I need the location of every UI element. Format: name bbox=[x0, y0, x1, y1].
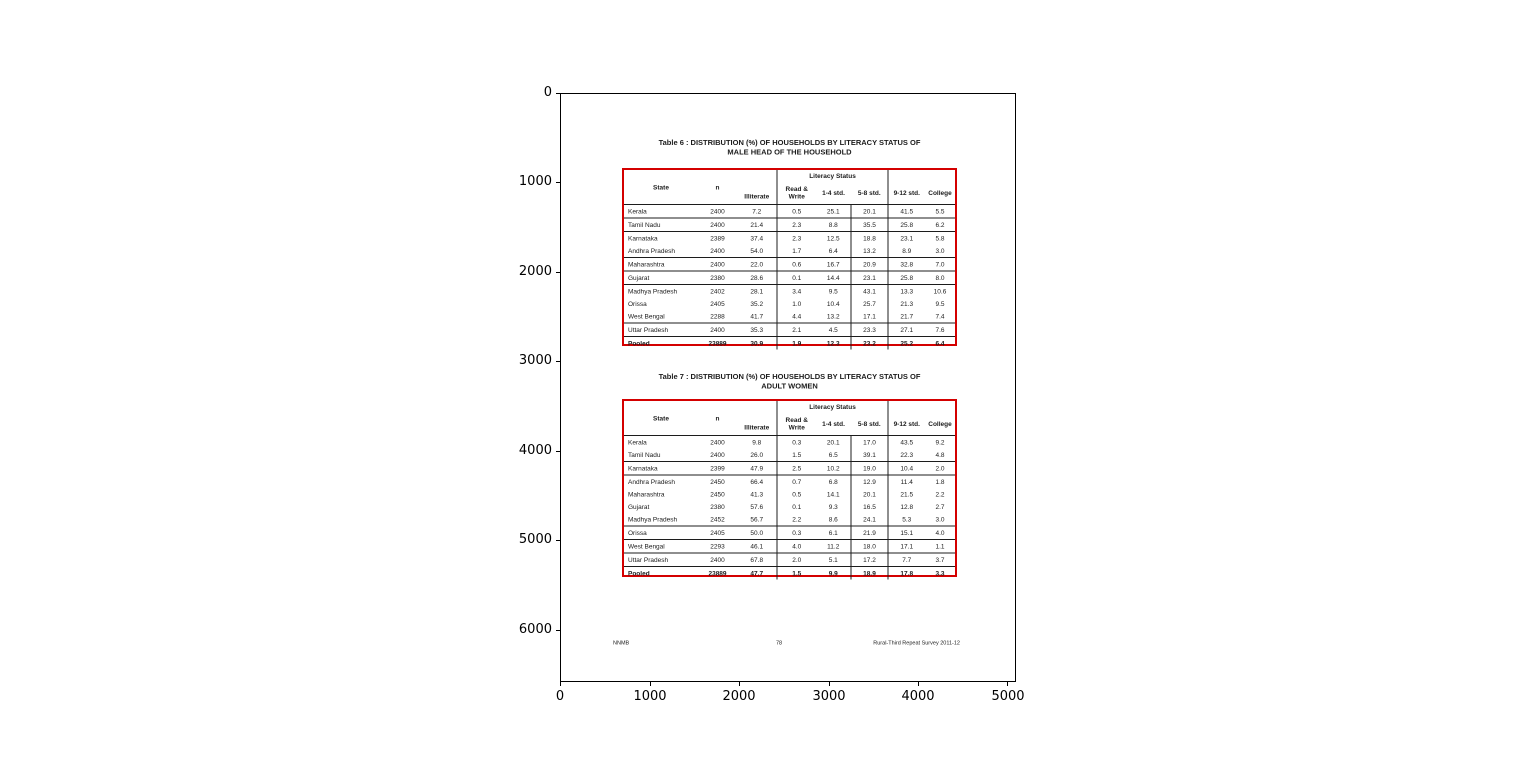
table-cell: 5.8 bbox=[935, 234, 945, 242]
column-header: College bbox=[925, 181, 955, 205]
table-row bbox=[624, 401, 955, 412]
table7-box bbox=[622, 399, 957, 577]
table-row bbox=[624, 258, 955, 272]
x-tick-label: 4000 bbox=[901, 689, 935, 704]
table-cell: 5.5 bbox=[925, 205, 955, 219]
table-cell: Kerala bbox=[624, 205, 698, 219]
table-cell: 5.1 bbox=[816, 553, 851, 567]
table-cell: 2405 bbox=[710, 300, 725, 308]
column-header: 9-12 std. bbox=[888, 181, 925, 205]
table-cell: 22.3 bbox=[888, 449, 925, 462]
table-cell: 1.1 bbox=[925, 540, 955, 554]
table-cell: 22.0 bbox=[737, 258, 777, 272]
table-cell: 1.5 bbox=[777, 567, 816, 580]
table-cell: 47.9 bbox=[737, 462, 777, 476]
table-row bbox=[624, 337, 955, 350]
table-row bbox=[624, 553, 955, 567]
y-tick-label: 6000 bbox=[518, 622, 552, 637]
table-cell: 41.7 bbox=[737, 310, 777, 323]
table-row bbox=[624, 526, 955, 540]
table-cell: 20.9 bbox=[851, 258, 888, 272]
column-header: n bbox=[698, 170, 737, 205]
table-cell: 1.9 bbox=[777, 337, 816, 350]
table-cell: 2.5 bbox=[777, 462, 816, 476]
table-cell: 2.3 bbox=[777, 232, 816, 245]
table-cell: 12.3 bbox=[826, 339, 840, 347]
table-cell: 1.7 bbox=[777, 245, 816, 258]
table-cell: Tamil Nadu bbox=[624, 218, 698, 232]
table-cell: 14.1 bbox=[826, 490, 840, 498]
table-row bbox=[624, 436, 955, 449]
x-tick-mark bbox=[739, 682, 740, 686]
table-cell: 23889 bbox=[708, 569, 727, 577]
table-cell: 2.3 bbox=[777, 218, 816, 232]
table-cell: 28.1 bbox=[750, 287, 764, 295]
table-cell: 25.2 bbox=[888, 337, 925, 350]
x-tick-mark bbox=[1007, 682, 1008, 686]
table-cell: 35.3 bbox=[737, 323, 777, 337]
table-cell: 0.3 bbox=[777, 436, 816, 449]
table-cell: 2400 bbox=[698, 323, 737, 337]
table-row bbox=[624, 218, 955, 232]
table-row bbox=[624, 475, 955, 488]
column-header: Read & Write bbox=[777, 181, 816, 205]
table-cell: 21.3 bbox=[888, 298, 925, 311]
table-cell: 3.7 bbox=[925, 553, 955, 567]
table-cell: 2450 bbox=[710, 490, 725, 498]
table-row bbox=[624, 245, 955, 258]
table-cell: 25.7 bbox=[851, 298, 888, 311]
table-cell: 9.9 bbox=[828, 569, 838, 577]
table-cell: 25.8 bbox=[888, 218, 925, 232]
table-row bbox=[624, 501, 955, 514]
table-row bbox=[624, 488, 955, 501]
table-row bbox=[624, 298, 955, 311]
table-cell: 2.0 bbox=[925, 462, 955, 476]
table-cell: 35.2 bbox=[750, 300, 764, 308]
column-header: 5-8 std. bbox=[851, 412, 888, 436]
table-cell: 8.8 bbox=[816, 218, 851, 232]
table-cell: 20.1 bbox=[851, 488, 888, 501]
table-cell: 21.4 bbox=[737, 218, 777, 232]
table-cell: 6.4 bbox=[935, 339, 945, 347]
table-cell: 57.6 bbox=[750, 503, 764, 511]
table-cell: 25.1 bbox=[816, 205, 851, 219]
table-cell: Karnataka bbox=[628, 234, 658, 242]
table-cell: 41.3 bbox=[750, 490, 764, 498]
table-cell: 23.2 bbox=[851, 337, 888, 350]
table-cell: West Bengal bbox=[624, 310, 698, 323]
table-cell: 0.6 bbox=[777, 258, 816, 272]
table-cell: West Bengal bbox=[624, 540, 698, 554]
table-cell: 0.5 bbox=[777, 205, 816, 219]
table-cell: 7.6 bbox=[925, 323, 955, 337]
table-cell: 17.1 bbox=[851, 310, 888, 323]
table-cell: 6.1 bbox=[816, 526, 851, 540]
y-tick-label: 5000 bbox=[518, 532, 552, 547]
table-cell: 13.2 bbox=[851, 245, 888, 258]
y-tick-label: 2000 bbox=[518, 264, 552, 279]
table-cell: Tamil Nadu bbox=[624, 449, 698, 462]
table-cell: Andhra Pradesh bbox=[628, 478, 675, 486]
table-cell: 8.9 bbox=[888, 245, 925, 258]
table-cell: Kerala bbox=[628, 438, 647, 446]
table-cell: 15.1 bbox=[888, 526, 925, 540]
table-cell: 9.2 bbox=[935, 438, 945, 446]
table7 bbox=[624, 401, 955, 580]
table-cell: 2400 bbox=[698, 449, 737, 462]
table-cell: 20.1 bbox=[851, 205, 888, 219]
table-cell: 4.5 bbox=[816, 323, 851, 337]
column-header: Read & Write bbox=[777, 412, 816, 436]
table-cell: 2.2 bbox=[935, 490, 945, 498]
table-cell: Orissa bbox=[628, 300, 647, 308]
x-tick-mark bbox=[829, 682, 830, 686]
table-cell: 13.3 bbox=[888, 285, 925, 298]
table-cell: 3.0 bbox=[925, 513, 955, 526]
table-cell: 4.0 bbox=[925, 526, 955, 540]
table-cell: Uttar Pradesh bbox=[624, 553, 698, 567]
table-cell: 10.4 bbox=[826, 300, 840, 308]
title-line: Table 6 : DISTRIBUTION (%) OF HOUSEHOLDS BY LITERACY STATUS OF bbox=[658, 138, 921, 147]
table-cell: 30.9 bbox=[750, 339, 764, 347]
column-header: State bbox=[624, 170, 698, 205]
table-cell: 10.6 bbox=[933, 287, 947, 295]
table-cell: 0.1 bbox=[777, 271, 816, 285]
table-cell: 32.8 bbox=[888, 258, 925, 272]
table-cell: 66.4 bbox=[750, 478, 764, 486]
column-header: 1-4 std. bbox=[816, 412, 851, 436]
table-cell: 4.4 bbox=[777, 310, 816, 323]
column-header: College bbox=[925, 412, 955, 436]
footer-survey-name: Rural-Third Repeat Survey 2011-12 bbox=[873, 640, 960, 646]
table6-box bbox=[622, 168, 957, 346]
table-cell: 3.4 bbox=[777, 285, 816, 298]
table-cell: 13.2 bbox=[816, 310, 851, 323]
table-cell: 5.3 bbox=[888, 513, 925, 526]
table7-title bbox=[622, 372, 957, 391]
column-header: Illiterate bbox=[737, 170, 777, 205]
table-cell: 41.5 bbox=[888, 205, 925, 219]
table-cell: Karnataka bbox=[624, 462, 698, 476]
table-cell: 23889 bbox=[708, 339, 727, 347]
table-row bbox=[624, 285, 955, 298]
table-cell: 7.0 bbox=[925, 258, 955, 272]
table-cell: 23.1 bbox=[888, 232, 925, 245]
table-cell: 4.8 bbox=[925, 449, 955, 462]
table-cell: 10.2 bbox=[816, 462, 851, 476]
column-header: 1-4 std. bbox=[816, 181, 851, 205]
table-cell: 23.1 bbox=[851, 271, 888, 285]
table-cell: Pooled bbox=[628, 339, 650, 347]
table-cell: 1.0 bbox=[777, 298, 816, 311]
table-cell: 9.3 bbox=[828, 503, 838, 511]
table-cell: Uttar Pradesh bbox=[624, 323, 698, 337]
title-line: Table 7 : DISTRIBUTION (%) OF HOUSEHOLDS BY LITERACY STATUS OF bbox=[658, 372, 921, 381]
table-row bbox=[624, 540, 955, 554]
table-cell: 37.4 bbox=[750, 234, 764, 242]
x-tick-label: 3000 bbox=[812, 689, 846, 704]
table-cell: 2452 bbox=[698, 513, 737, 526]
table-cell: 17.8 bbox=[888, 567, 925, 580]
x-tick-mark bbox=[650, 682, 651, 686]
table-row bbox=[624, 462, 955, 476]
table-cell: Orissa bbox=[624, 526, 698, 540]
plot-area bbox=[560, 93, 1016, 682]
table-cell: 2.1 bbox=[777, 323, 816, 337]
table-cell: 2400 bbox=[698, 205, 737, 219]
table-cell: 9.8 bbox=[752, 438, 762, 446]
table-cell: 18.8 bbox=[851, 232, 888, 245]
table-cell: 17.2 bbox=[851, 553, 888, 567]
scanned-page bbox=[561, 94, 1016, 682]
table-cell: 18.0 bbox=[851, 540, 888, 554]
table-cell: 20.1 bbox=[826, 438, 840, 446]
table-cell: 0.3 bbox=[777, 526, 816, 540]
table-cell: 43.1 bbox=[851, 285, 888, 298]
table-row bbox=[624, 449, 955, 462]
table-cell: 6.5 bbox=[816, 449, 851, 462]
table-cell: 19.0 bbox=[851, 462, 888, 476]
table-cell: 2399 bbox=[698, 462, 737, 476]
table-cell: 2405 bbox=[698, 526, 737, 540]
table-cell: 2.0 bbox=[777, 553, 816, 567]
table-cell: 46.1 bbox=[737, 540, 777, 554]
footer-org: NNMB bbox=[613, 640, 630, 646]
table-cell: 18.9 bbox=[851, 567, 888, 580]
table-cell: 2400 bbox=[698, 218, 737, 232]
table-cell: 11.2 bbox=[816, 540, 851, 554]
table-cell: 2.2 bbox=[777, 513, 816, 526]
table-cell: 21.5 bbox=[888, 488, 925, 501]
column-header: 9-12 std. bbox=[888, 412, 925, 436]
table-cell: 6.8 bbox=[828, 478, 838, 486]
group-header: Literacy Status bbox=[777, 170, 888, 181]
table-cell: Maharashtra bbox=[628, 490, 665, 498]
table-cell: 14.4 bbox=[816, 271, 851, 285]
table-cell: 25.8 bbox=[888, 271, 925, 285]
table-row bbox=[624, 205, 955, 219]
table-cell: 11.4 bbox=[888, 475, 925, 488]
table-row bbox=[624, 271, 955, 285]
table-cell: 12.8 bbox=[888, 501, 925, 514]
table-cell: 3.0 bbox=[925, 245, 955, 258]
table-cell: 4.0 bbox=[777, 540, 816, 554]
table-cell: 50.0 bbox=[737, 526, 777, 540]
table-cell: 24.1 bbox=[851, 513, 888, 526]
y-tick-label: 4000 bbox=[518, 443, 552, 458]
table-cell: 2400 bbox=[698, 245, 737, 258]
x-tick-mark bbox=[560, 682, 561, 686]
table-cell: 27.1 bbox=[888, 323, 925, 337]
table-cell: 3.3 bbox=[935, 569, 945, 577]
table-cell: Andhra Pradesh bbox=[624, 245, 698, 258]
table-cell: 10.4 bbox=[888, 462, 925, 476]
table-cell: 7.4 bbox=[925, 310, 955, 323]
table-cell: 8.6 bbox=[816, 513, 851, 526]
table-row bbox=[624, 310, 955, 323]
table-cell: 43.5 bbox=[888, 436, 925, 449]
table-cell: 2380 bbox=[698, 271, 737, 285]
table-cell: 1.5 bbox=[777, 449, 816, 462]
table-cell: 6.4 bbox=[816, 245, 851, 258]
table-cell: 54.0 bbox=[737, 245, 777, 258]
table-cell: 39.1 bbox=[851, 449, 888, 462]
table-cell: 2450 bbox=[710, 478, 725, 486]
x-tick-label: 2000 bbox=[722, 689, 756, 704]
group-header-spacer bbox=[888, 170, 955, 181]
table-cell: 8.0 bbox=[925, 271, 955, 285]
table6-title bbox=[622, 138, 957, 157]
table-cell: Madhya Pradesh bbox=[628, 287, 678, 295]
table-cell: 56.7 bbox=[737, 513, 777, 526]
table-cell: 2380 bbox=[710, 503, 725, 511]
table-cell: 0.7 bbox=[777, 475, 816, 488]
table-cell: 2400 bbox=[698, 258, 737, 272]
table-cell: 28.6 bbox=[737, 271, 777, 285]
table-cell: Gujarat bbox=[628, 503, 650, 511]
table-row bbox=[624, 567, 955, 580]
table-cell: Gujarat bbox=[624, 271, 698, 285]
table-cell: 0.1 bbox=[777, 501, 816, 514]
table-cell: 7.7 bbox=[888, 553, 925, 567]
group-header-spacer bbox=[888, 401, 955, 412]
table-row bbox=[624, 323, 955, 337]
table-cell: 2293 bbox=[698, 540, 737, 554]
table-cell: 2402 bbox=[710, 287, 725, 295]
table-cell: 6.2 bbox=[925, 218, 955, 232]
table-cell: 12.5 bbox=[826, 234, 840, 242]
table-cell: 16.7 bbox=[816, 258, 851, 272]
table-cell: 0.5 bbox=[777, 488, 816, 501]
footer-page-number: 78 bbox=[776, 640, 783, 646]
x-tick-label: 5000 bbox=[991, 689, 1025, 704]
table-cell: 17.1 bbox=[888, 540, 925, 554]
y-tick-label: 0 bbox=[543, 85, 552, 100]
table-row bbox=[624, 513, 955, 526]
table-cell: 2288 bbox=[698, 310, 737, 323]
x-tick-label: 0 bbox=[555, 689, 565, 704]
table-cell: 17.0 bbox=[851, 436, 888, 449]
table-cell: 23.3 bbox=[851, 323, 888, 337]
table-cell: 9.5 bbox=[935, 300, 945, 308]
y-tick-label: 3000 bbox=[518, 353, 552, 368]
x-tick-mark bbox=[918, 682, 919, 686]
table-cell: Pooled bbox=[628, 569, 650, 577]
table-row bbox=[624, 170, 955, 181]
table-cell: 7.2 bbox=[737, 205, 777, 219]
x-tick-label: 1000 bbox=[633, 689, 667, 704]
table-cell: 2400 bbox=[710, 438, 725, 446]
column-header: State bbox=[624, 401, 698, 436]
table-cell: 9.5 bbox=[828, 287, 838, 295]
title-line: ADULT WOMEN bbox=[761, 382, 818, 391]
table-cell: 2389 bbox=[710, 234, 725, 242]
table-cell: 2400 bbox=[698, 553, 737, 567]
table-cell: 26.0 bbox=[737, 449, 777, 462]
table-cell: Madhya Pradesh bbox=[624, 513, 698, 526]
table-row bbox=[624, 232, 955, 245]
table6 bbox=[624, 170, 955, 350]
y-tick-label: 1000 bbox=[518, 174, 552, 189]
table-cell: 12.9 bbox=[851, 475, 888, 488]
table-cell: 21.9 bbox=[851, 526, 888, 540]
table-cell: 21.7 bbox=[888, 310, 925, 323]
column-header: 5-8 std. bbox=[851, 181, 888, 205]
column-header: Illiterate bbox=[737, 401, 777, 436]
table-cell: 2.7 bbox=[935, 503, 945, 511]
table-cell: 35.5 bbox=[851, 218, 888, 232]
table-cell: 47.7 bbox=[750, 569, 764, 577]
table-cell: 1.8 bbox=[935, 478, 945, 486]
column-header: n bbox=[698, 401, 737, 436]
table-cell: 16.5 bbox=[851, 501, 888, 514]
group-header: Literacy Status bbox=[777, 401, 888, 412]
table-cell: Maharashtra bbox=[624, 258, 698, 272]
title-line: MALE HEAD OF THE HOUSEHOLD bbox=[727, 148, 852, 157]
table-cell: 67.8 bbox=[737, 553, 777, 567]
